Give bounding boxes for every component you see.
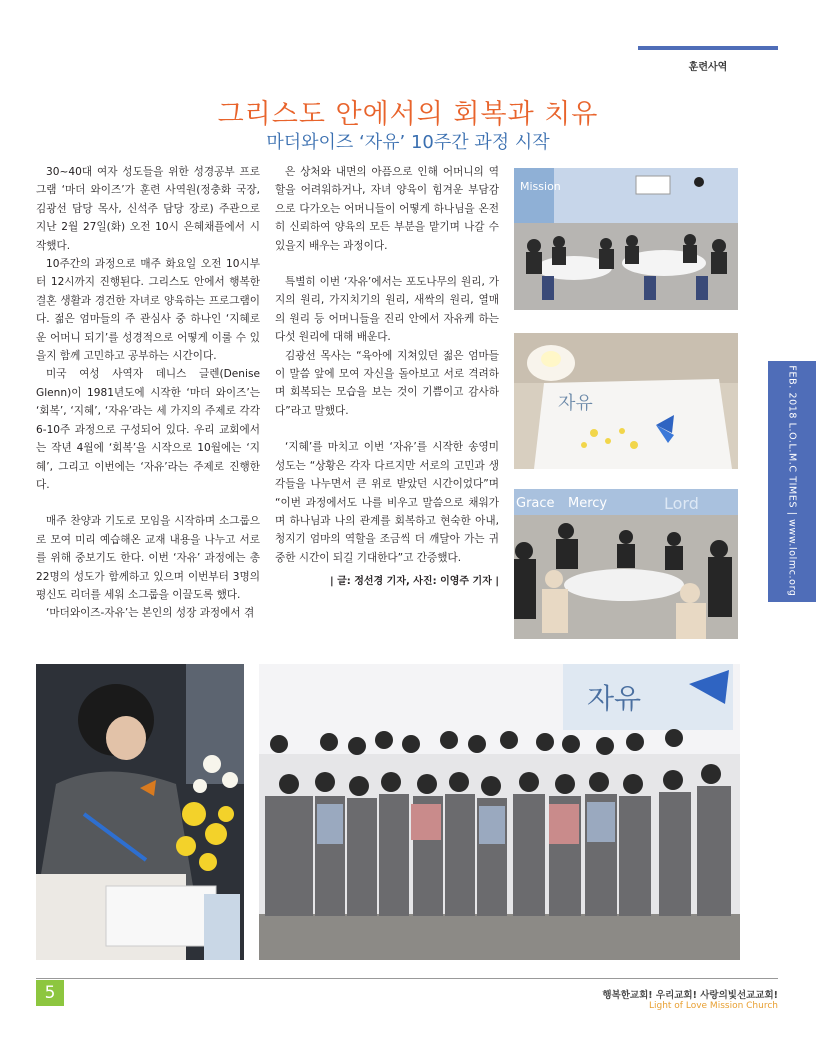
article-title: 그리스도 안에서의 회복과 치유 (217, 99, 599, 130)
banner-lord: Lord (664, 494, 699, 513)
footer-slogan-korean: 행복한교회! 우리교회! 사랑의빛선교교회! (602, 990, 778, 1001)
photo-group (259, 664, 740, 960)
paragraph: 은 상처와 내면의 아픔으로 인해 어머니의 역할을 어려워하거나, 자녀 양육이 힘겨운 부담감으로 다가오는 어머니들이 어떻게 하나님을 온전히 신뢰하여 양육의 모든 부분을 맡기며 나갈 수 있을지 배우는 과정이다. (275, 166, 499, 252)
page-number: 5 (36, 980, 64, 1006)
section-label: 훈련사역 (688, 62, 728, 73)
paragraph: 특별히 이번 ‘자유’에서는 포도나무의 원리, 가지의 원리, 가지치기의 원리, 새싹의 원리, 열매의 원리 등 어머니들을 진리 안에서 자유케 하는 다섯 원리에 대해 배운다. (275, 276, 499, 344)
footer-slogan-english: Light of Love Mission Church (648, 1001, 778, 1011)
photo-book-candle (514, 333, 738, 469)
article-subtitle: 마더와이즈 ‘자유’ 10주간 과정 시작 (266, 132, 550, 153)
paragraph: 미국 여성 사역자 데니스 글렌(Denise Glenn)이 1981년도에 시작한 ‘마더 와이즈’는 ‘회복’, ‘지혜’, ‘자유’라는 세 가지의 주제로 각각 6-10주 과정으로 구성되어 있다. 우리 교회에서는 작년 4월에 ‘회복’을 시작으로 10월에는 ‘지혜’, 그리고 이번에는 ‘자유’라는 주제로 진행한다. (36, 368, 260, 491)
group-banner-title: 자유 (587, 682, 642, 715)
side-publication-text: FEB. 2018 L.O.L.M.C TIMES | www.lolmc.org (786, 365, 798, 597)
photo-classroom (514, 168, 738, 310)
photo-woman-writing (36, 664, 244, 960)
banner-grace: Grace (516, 496, 555, 511)
banner-mercy: Mercy (568, 496, 608, 511)
paragraph: 매주 찬양과 기도로 모임을 시작하며 소그룹으로 모여 미리 예습해온 교재 내용을 나누고 서로를 위해 중보기도 한다. 이번 ‘자유’ 과정에는 총 22명의 성도가 함께하고 있으며 이번부터 3명의 평신도 리더를 세워 소그룹을 이끌도록 했다. (36, 515, 260, 601)
article-column-1 (36, 163, 260, 648)
paragraph: 김광선 목사는 “육아에 지쳐있던 젊은 엄마들이 말씀 앞에 모여 자신을 돌아보고 서로 격려하며 회복되는 모습을 보는 것이 기쁨이고 감사하다”라고 말했다. (275, 349, 499, 417)
paragraph: 10주간의 과정으로 매주 화요일 오전 10시부터 12시까지 진행된다. 그리스도 안에서 행복한 결혼 생활과 경건한 자녀로 양육하는 프로그램이다. 젊은 엄마들의 주 관심사 중 하나인 ‘지혜로운 어머니 되기’를 성경적으로 어떻게 이룰 수 있을지 함께 고민하고 공부하는 시간이다. (36, 258, 260, 363)
article-column-2 (275, 163, 499, 648)
footer-divider (36, 978, 778, 979)
mission-wall-sign: Mission (520, 180, 561, 193)
paragraph: ‘마더와이즈-자유’는 본인의 성장 과정에서 겪 (46, 607, 255, 620)
book-title: 자유 (558, 393, 593, 414)
paragraph: 30~40대 여자 성도들을 위한 성경공부 프로그램 ‘마더 와이즈’가 훈련 사역원(정충화 국장, 김광선 담당 목사, 신석주 담당 장로) 주관으로 지난 2월 27일(화) 오전 10시 은혜채플에서 시작했다. (36, 166, 260, 252)
paragraph: ‘지혜’를 마치고 이번 ‘자유’를 시작한 송영미 성도는 “상황은 각자 다르지만 서로의 고민과 생각들을 나누면서 큰 위로 받았던 시간이었다”며 “이번 과정에서도 나를 비우고 말씀으로 채워가며 하나님과 나의 관계를 회복하고 현숙한 아내, 청지기 엄마의 역할을 조금씩 더 깨달아 가는 귀중한 시간이 되길 기대한다”고 간증했다. (275, 441, 499, 564)
section-bar (638, 46, 778, 50)
photo-credit: | 글: 정선경 기자, 사진: 이영주 기자 | (329, 576, 499, 588)
photo-small-group (514, 489, 738, 639)
